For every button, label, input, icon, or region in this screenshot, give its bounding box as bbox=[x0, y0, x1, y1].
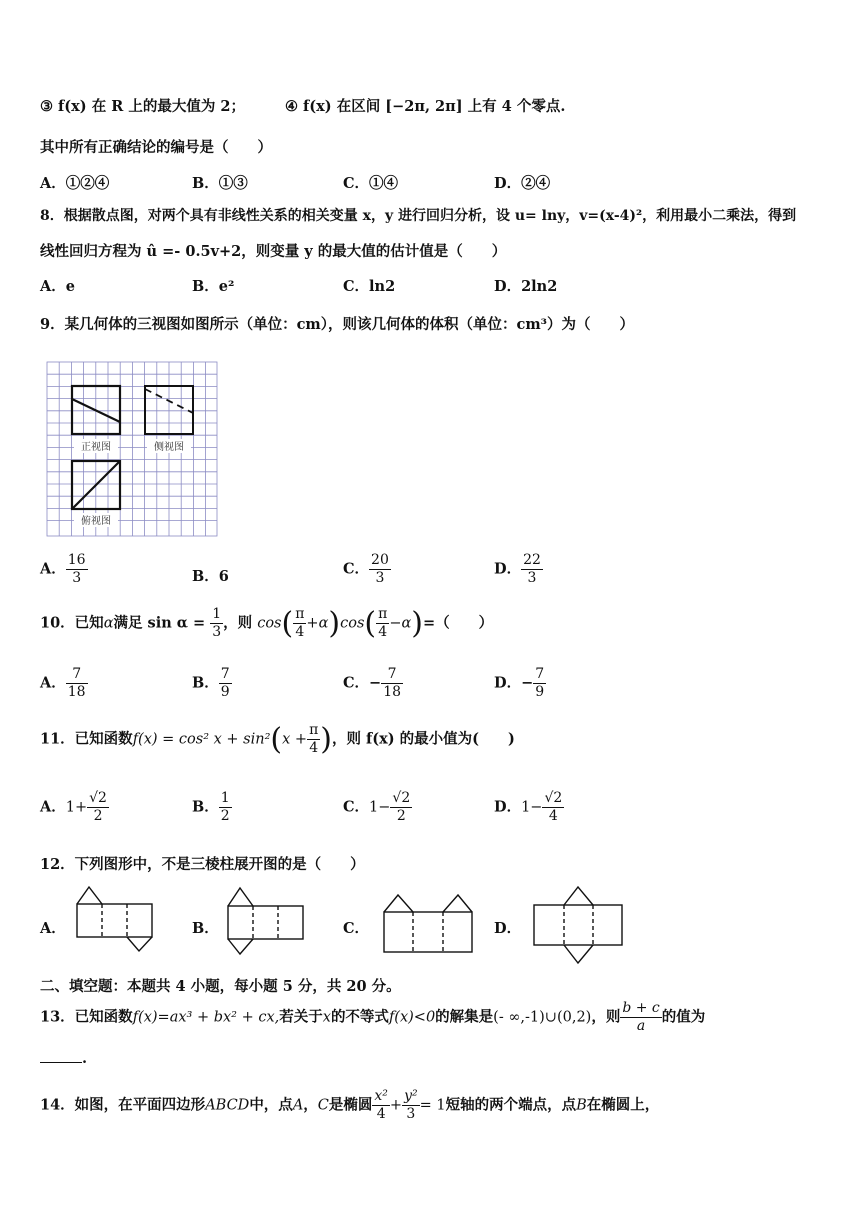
q11-option-b: B． $\frac{1}{2}$ bbox=[192, 790, 230, 824]
q7-option-c: C．①④ bbox=[343, 175, 399, 192]
q7-option-a: A．①②④ bbox=[40, 175, 110, 192]
q13-answer-blank[interactable]: . bbox=[40, 1050, 87, 1067]
q8-option-b: B．e² bbox=[192, 278, 235, 295]
q8-option-c: C．ln2 bbox=[343, 278, 396, 295]
q11-option-c: C．1− $\frac{√2}{2}$ bbox=[343, 790, 411, 824]
front-view-label: 正视图 bbox=[81, 442, 111, 453]
q12-option-b-label: B． bbox=[192, 920, 219, 937]
q7-stem: 其中所有正确结论的编号是（ ） bbox=[40, 139, 272, 156]
q10-stem: 10．已知α满足 sin α = $\frac{1}{3}$ ，则 cos( $\frac{\pi}{4}$ +α)cos( $\frac{\pi}{4}$ −α)=（ ） bbox=[40, 606, 494, 641]
q12-option-a-label: A． bbox=[40, 920, 66, 937]
q9-option-a: A． $\frac{16}{3}$ bbox=[40, 552, 86, 586]
q12-stem: 12．下列图形中，不是三棱柱展开图的是（ ） bbox=[40, 856, 365, 873]
q11-stem: 11．已知函数f(x) = cos² x + sin²(x + $\frac{\pi}{4}$ )，则 f(x) 的最小值为( ) bbox=[40, 722, 515, 757]
q13-stem: 13．已知函数f(x)=ax³ + bx² + cx,若关于x的不等式f(x)<0的解集是(- ∞,-1)∪(0,2)，则 $\frac{b + c}{a}$ 的值为 bbox=[40, 1000, 706, 1034]
q8-option-d: D．2ln2 bbox=[494, 278, 558, 295]
q12-net-c bbox=[383, 892, 475, 956]
q11-option-a: A．1+ $\frac{√2}{2}$ bbox=[40, 790, 107, 824]
q12-net-d bbox=[532, 884, 624, 966]
q9-stem: 9．某几何体的三视图如图所示（单位：cm），则该几何体的体积（单位：cm³）为（ ） bbox=[40, 316, 635, 333]
q12-option-d-label: D． bbox=[494, 920, 522, 937]
q7-option-b: B．①③ bbox=[192, 175, 248, 192]
q7-option-d: D．②④ bbox=[494, 175, 551, 192]
top-view-label: 俯视图 bbox=[81, 516, 111, 527]
q10-option-d: D．− $\frac{7}{9}$ bbox=[494, 666, 545, 700]
q9-option-d: D． $\frac{22}{3}$ bbox=[494, 552, 541, 586]
three-view-figure bbox=[46, 361, 218, 537]
q11-option-d: D．1− $\frac{√2}{4}$ bbox=[494, 790, 563, 824]
q8-option-a: A．e bbox=[40, 278, 75, 295]
q12-option-c-label: C． bbox=[343, 920, 370, 937]
q7-item3: ③ f(x) 在 R 上的最大值为 2； bbox=[40, 98, 245, 115]
q7-item4: ④ f(x) 在区间 [−2π, 2π] 上有 4 个零点. bbox=[285, 98, 566, 115]
q9-option-c: C． $\frac{20}{3}$ bbox=[343, 552, 389, 586]
q8-line1: 8．根据散点图，对两个具有非线性关系的相关变量 x，y 进行回归分析，设 u= lny，v=(x-4)²，利用最小二乘法，得到 bbox=[40, 208, 797, 224]
side-view-label: 侧视图 bbox=[154, 442, 184, 453]
q10-option-b: B． $\frac{7}{9}$ bbox=[192, 666, 230, 700]
section-heading: 二、填空题：本题共 4 小题，每小题 5 分，共 20 分。 bbox=[40, 978, 401, 995]
q10-option-c: C．− $\frac{7}{18}$ bbox=[343, 666, 402, 700]
q12-net-a bbox=[75, 884, 155, 954]
q9-option-b: B．6 bbox=[192, 568, 229, 585]
q14-stem: 14．如图，在平面四边形ABCD中，点A，C是椭圆 $\frac{\text{x²}}{4}$ + $\frac{\text{y²}}{3}$ = 1短轴的两个端点，点B在椭圆上， bbox=[40, 1088, 660, 1122]
q12-net-b bbox=[226, 884, 306, 956]
q8-line2: 线性回归方程为 û =- 0.5v+2，则变量 y 的最大值的估计值是（ ） bbox=[40, 243, 507, 260]
q10-option-a: A． $\frac{7}{18}$ bbox=[40, 666, 86, 700]
